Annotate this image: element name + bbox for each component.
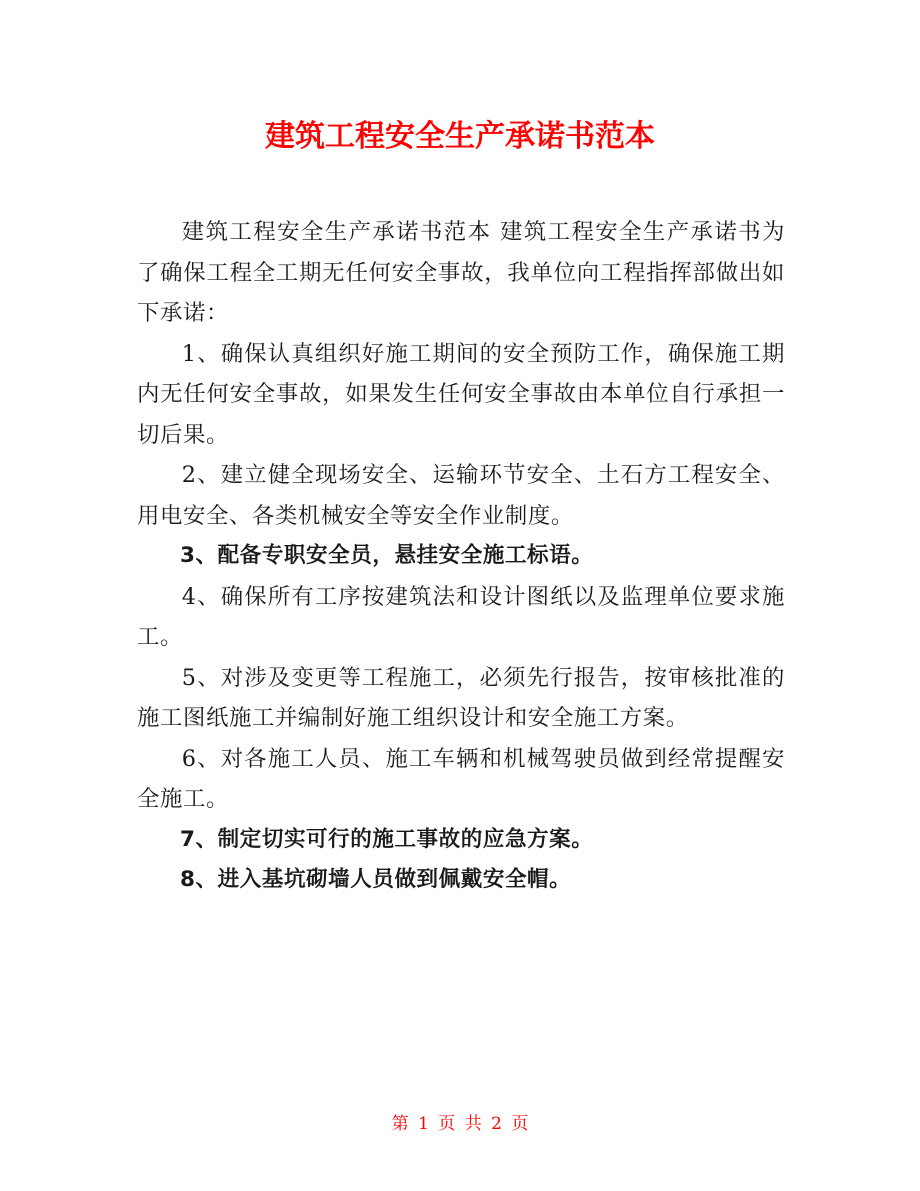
footer-page-unit: 页 [438, 1114, 456, 1134]
footer-total-label: 共 [464, 1114, 482, 1134]
footer-current-page: 1 [418, 1114, 429, 1134]
footer-page-label: 第 [391, 1114, 409, 1134]
paragraph-item-5: 5、对涉及变更等工程施工，必须先行报告，按审核批准的施工图纸施工并编制好施工组织设计和安全施工方案。 [137, 664, 785, 731]
paragraph-item-6: 6、对各施工人员、施工车辆和机械驾驶员做到经常提醒安全施工。 [137, 745, 785, 812]
paragraph-item-7: 7、制定切实可行的施工事故的应急方案。 [180, 826, 594, 852]
paragraph-item-8: 8、进入基坑砌墙人员做到佩戴安全帽。 [180, 867, 572, 892]
paragraph-item-4: 4、确保所有工序按建筑法和设计图纸以及监理单位要求施工。 [137, 583, 785, 650]
footer-total-unit: 页 [511, 1114, 529, 1134]
paragraph-item-1: 1、确保认真组织好施工期间的安全预防工作，确保施工期内无任何安全事故，如果发生任何安全事故由本单位自行承担一切后果。 [137, 340, 785, 448]
paragraph-item-3: 3、配备专职安全员，悬挂安全施工标语。 [180, 543, 594, 568]
page-number-footer [0, 1112, 920, 1136]
paragraph-intro: 建筑工程安全生产承诺书范本 建筑工程安全生产承诺书为了确保工程全工期无任何安全事故，我单位向工程指挥部做出如下承诺： [137, 219, 785, 326]
document-title: 建筑工程安全生产承诺书范本 [265, 119, 655, 154]
footer-total-pages: 2 [491, 1114, 502, 1134]
document-body [137, 212, 785, 901]
paragraph-item-2: 2、建立健全现场安全、运输环节安全、土石方工程安全、用电安全、各类机械安全等安全作业制度。 [137, 462, 785, 529]
